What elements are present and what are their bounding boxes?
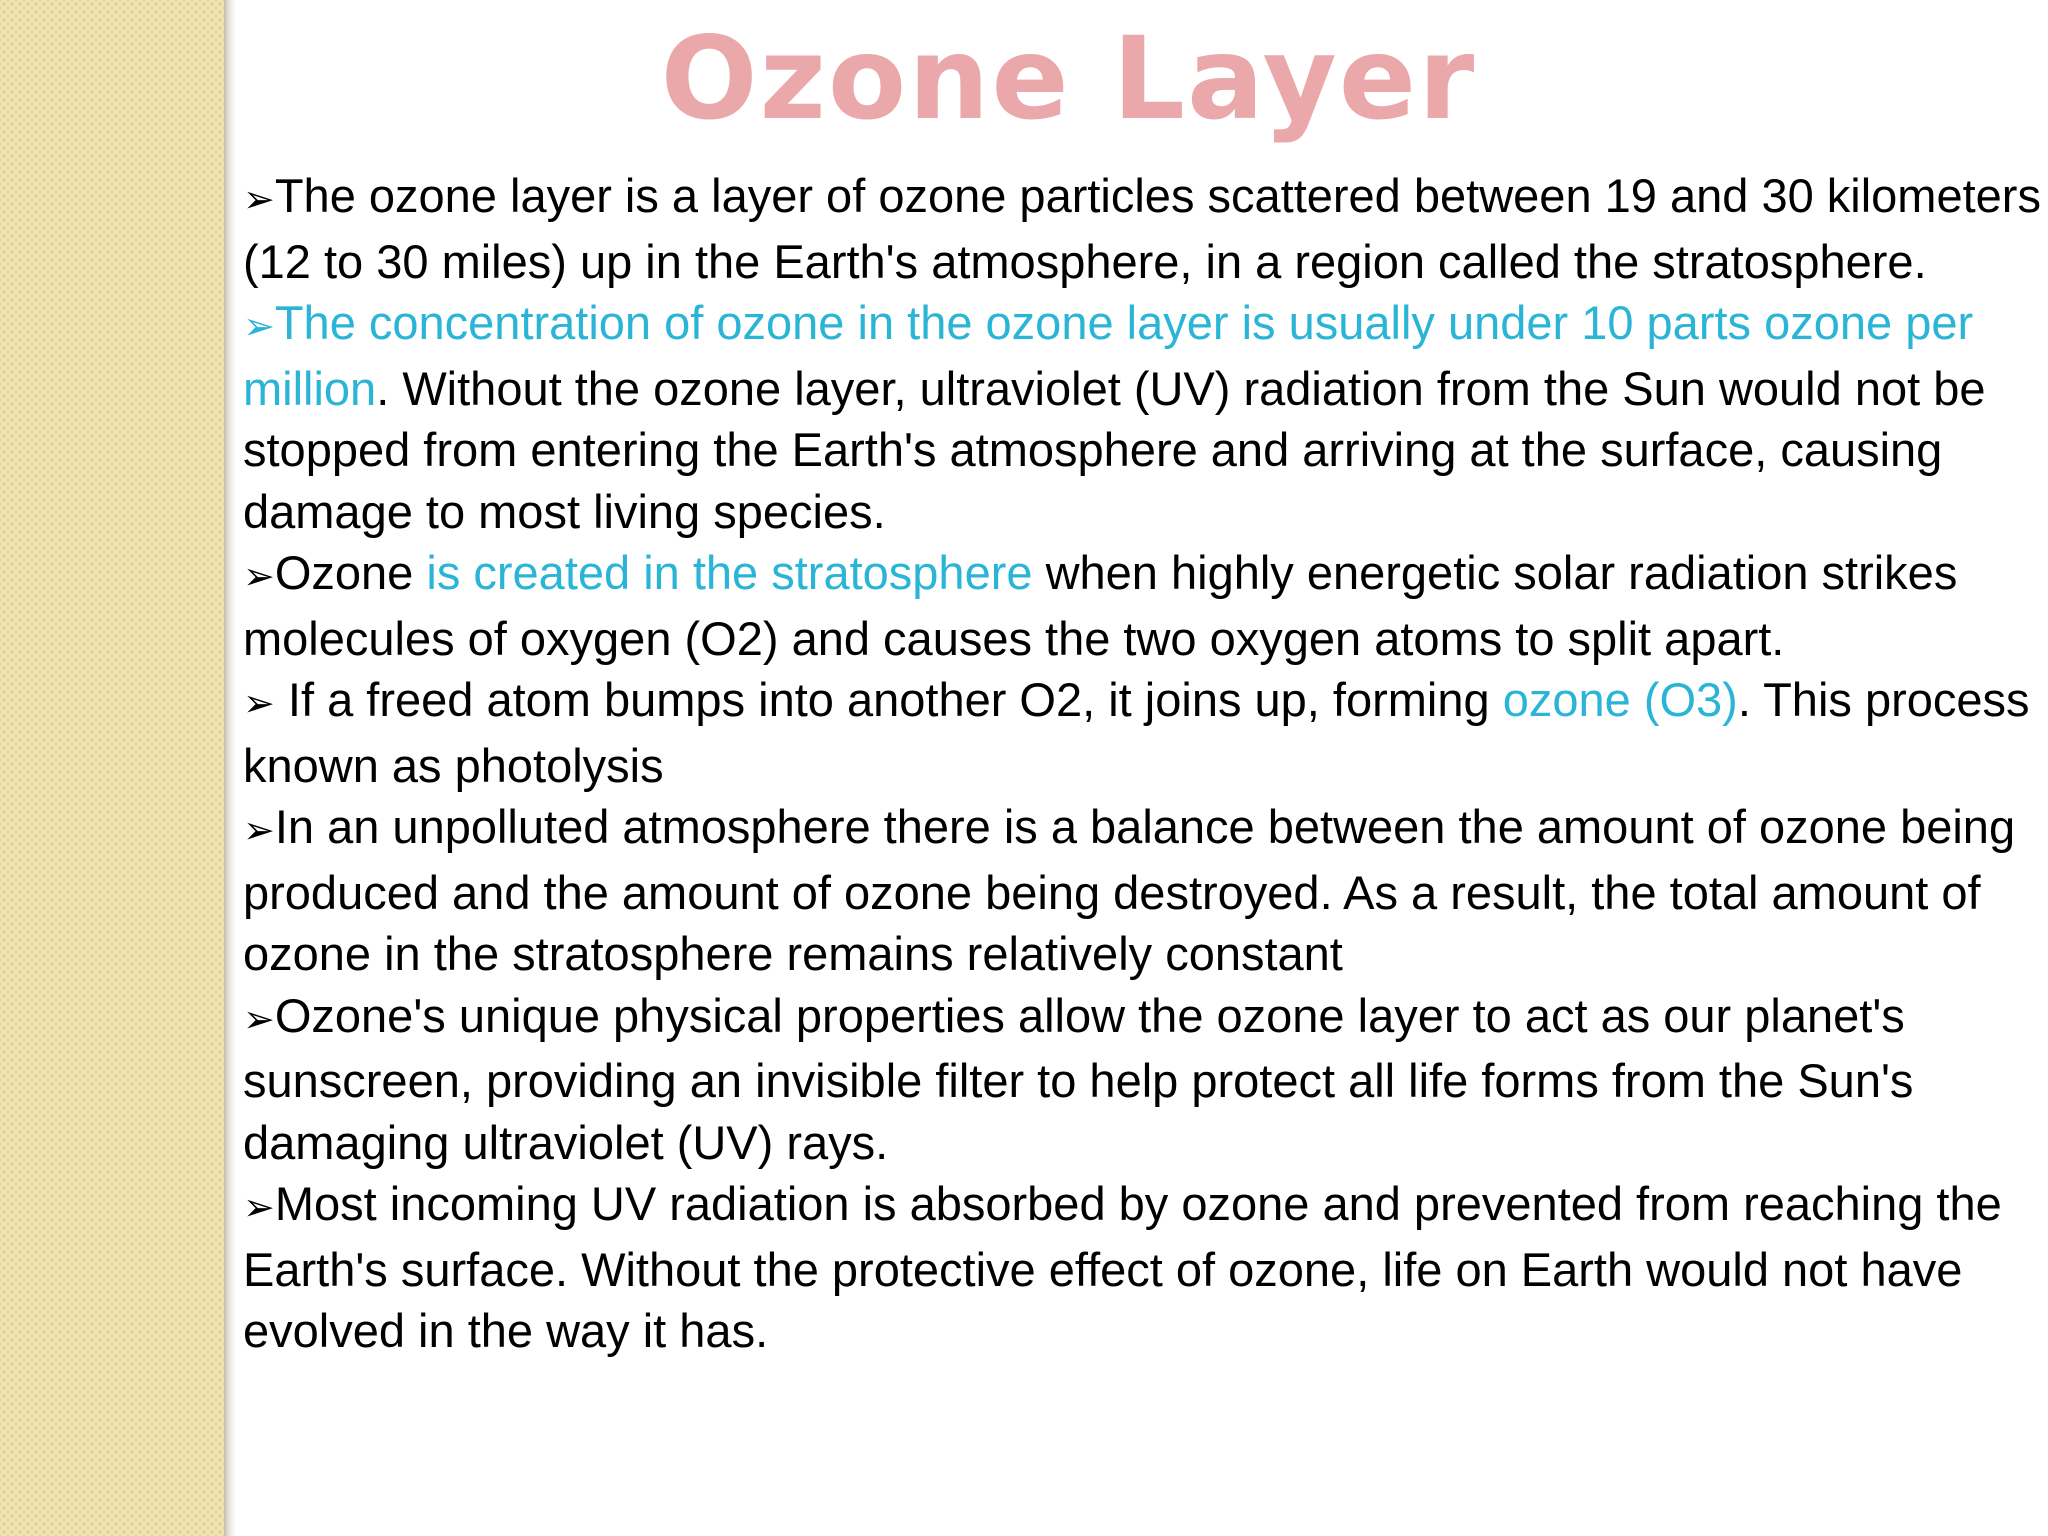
bullet-item: [243, 669, 2043, 796]
bullet-text: . Without the ozone layer, ultraviolet (UV) radiation from the Sun would not be stopped from entering the Earth's atmosphere and arriving at the surface, causing damage to most living species.: [243, 361, 1986, 538]
highlighted-text: ozone (O3): [1502, 673, 1738, 726]
decorative-side-band: [0, 0, 224, 1536]
bullet-text: Ozone's unique physical properties allow the ozone layer to act as our planet's sunscreen, providing an invisible filter to help protect all life forms from the Sun's damaging ultraviolet (UV) rays.: [243, 988, 1914, 1169]
bullet-item: [243, 292, 2043, 542]
arrow-bullet-icon: ➢: [243, 1185, 275, 1229]
bullet-text: Ozone: [274, 546, 427, 599]
arrow-bullet-icon: ➢: [243, 681, 275, 725]
bullet-text: when highly energetic solar radiation strikes molecules of oxygen (O2) and causes the two oxygen atoms to split apart.: [243, 546, 1958, 665]
highlighted-text: The concentration of ozone in the ozone layer is usually under 10 parts ozone per million: [243, 296, 1974, 415]
bullet-text: The ozone layer is a layer of ozone particles scattered between 19 and 30 kilometers (12 to 30 miles) up in the Earth's atmosphere, in a region called the stratosphere.: [243, 169, 2041, 288]
arrow-bullet-icon: ➢: [243, 177, 275, 221]
bullet-text: In an unpolluted atmosphere there is a balance between the amount of ozone being produced and the amount of ozone being destroyed. As a result, the total amount of ozone in the stratosphere remains relatively constant: [243, 800, 2016, 980]
bullet-list: [243, 165, 2043, 1362]
highlighted-text: is created in the stratosphere: [426, 546, 1033, 599]
bullet-item: [243, 542, 2043, 669]
side-band-shadow: [224, 0, 236, 1536]
arrow-bullet-icon: ➢: [243, 996, 275, 1041]
bullet-text: . This process known as photolysis: [243, 673, 2030, 792]
arrow-bullet-icon: ➢: [243, 808, 275, 852]
arrow-bullet-icon: ➢: [243, 304, 275, 348]
arrow-bullet-icon: ➢: [243, 554, 275, 598]
bullet-item: [243, 165, 2043, 292]
bullet-item: [243, 985, 2043, 1174]
bullet-item: [243, 1173, 2043, 1362]
bullet-text: If a freed atom bumps into another O2, it joins up, forming: [274, 673, 1503, 726]
slide-title: Ozone Layer: [660, 12, 1477, 145]
bullet-item: [243, 796, 2043, 985]
bullet-text: Most incoming UV radiation is absorbed by ozone and prevented from reaching the Earth's surface. Without the protective effect of ozone, life on Earth would not have evolved in the way it has.: [243, 1177, 2002, 1357]
